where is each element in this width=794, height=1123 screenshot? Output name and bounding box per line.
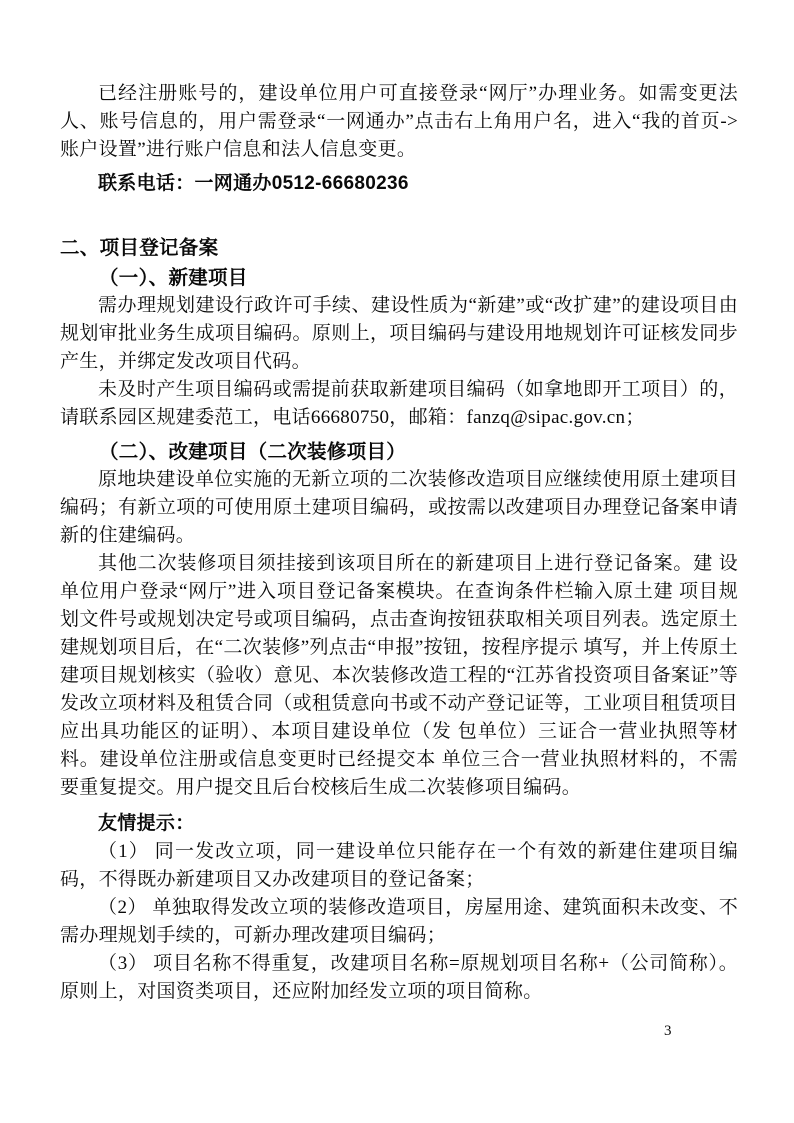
tip-item-1: （1） 同一发改立项，同一建设单位只能存在一个有效的新建住建项目编码，不得既办新建项目又办改建项目的登记备案； [60,841,738,890]
tip-item-2: （2） 单独取得发改立项的装修改造项目，房屋用途、建筑面积未改变、不需办理规划手续的，可新办理改建项目编码； [60,897,738,946]
renovation-paragraph-1: 原地块建设单位实施的无新立项的二次装修改造项目应继续使用原土建项目编码；有新立项的可使用原土建项目编码，或按需以改建项目办理登记备案申请新的住建编码。 [60,469,738,546]
section-heading-project-registration: 二、项目登记备案 [60,237,219,259]
page-number: 3 [664,1023,672,1039]
document-content [60,80,738,1006]
new-projects-paragraph-2: 未及时产生项目编码或需提前获取新建项目编码（如拿地即开工项目）的，请联系园区规建委范工，电话66680750，邮箱：fanzq@sipac.gov.cn； [60,379,738,428]
contact-phone-line: 联系电话：一网通办0512-66680236 [98,173,409,194]
tips-heading: 友情提示： [98,813,195,834]
subsection-heading-renovation-projects: （二）、改建项目（二次装修项目） [99,441,407,463]
tip-item-3: （3） 项目名称不得重复，改建项目名称=原规划项目名称+（公司简称）。原则上，对国资类项目，还应附加经发立项的项目简称。 [60,953,738,1002]
intro-paragraph: 已经注册账号的，建设单位用户可直接登录“网厅”办理业务。如需变更法人、账号信息的，用户需登录“一网通办”点击右上角用户名，进入“我的首页->账户设置”进行账户信息和法人信息变更。 [60,83,738,160]
new-projects-paragraph-1: 需办理规划建设行政许可手续、建设性质为“新建”或“改扩建”的建设项目由规划审批业务生成项目编码。原则上，项目编码与建设用地规划许可证核发同步产生，并绑定发改项目代码。 [60,295,738,372]
subsection-heading-new-projects: （一）、新建项目 [99,267,248,289]
renovation-paragraph-2: 其他二次装修项目须挂接到该项目所在的新建项目上进行登记备案。建 设单位用户登录“网厅”进入项目登记备案模块。在查询条件栏输入原土建 项目规划文件号或规划决定号或项目编码，点击查询按钮获取相关项目列表。选定原土建规划项目后，在“二次装修”列点击“申报”按钮，按程序提示 填写，并上传原土建项目规划核实（验收）意见、本次装修改造工程的“江苏省投资项目备案证”等发改立项材料及租赁合同（或租赁意向书或不动产登记证等，工业项目租赁项目应出具功能区的证明）、本项目建设单位（发 包单位）三证合一营业执照等材料。建设单位注册或信息变更时已经提交本 单位三合一营业执照材料的，不需要重复提交。用户提交且后台校核后生成二次装修项目编码。 [60,553,738,798]
